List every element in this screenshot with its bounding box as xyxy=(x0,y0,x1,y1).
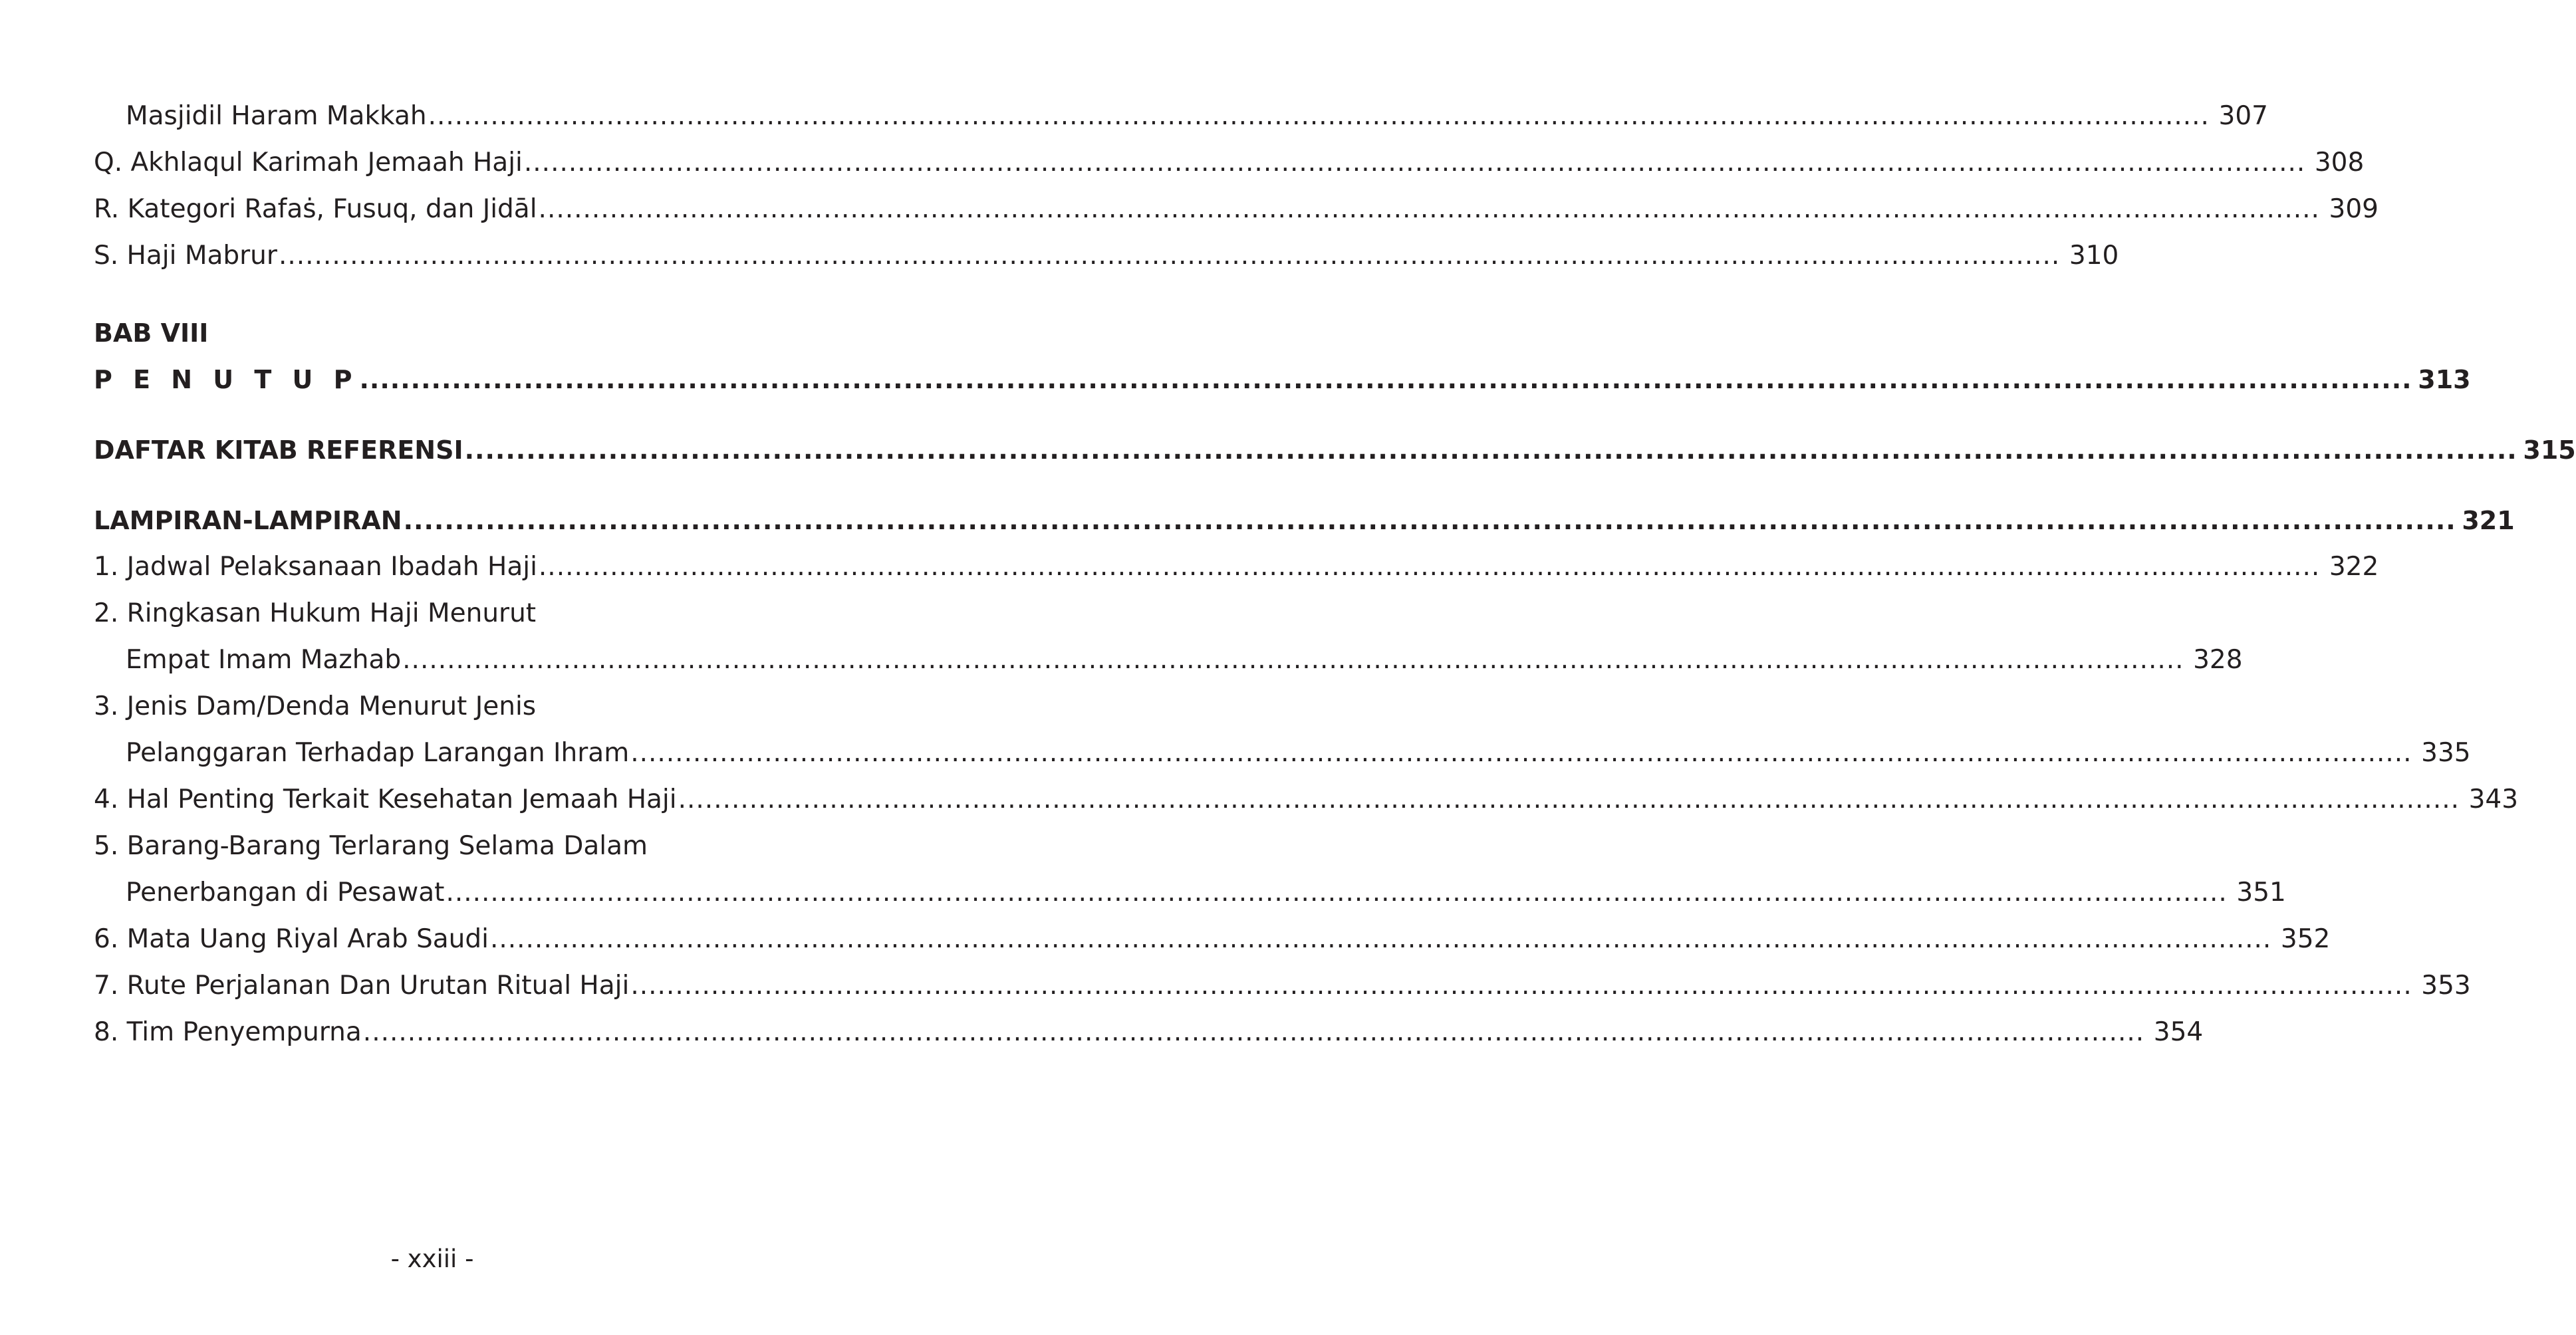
toc-entry-label: 4. Hal Penting Terkait Kesehatan Jemaah Haji xyxy=(94,785,677,814)
toc-entry-label: 1. Jadwal Pelaksanaan Ibadah Haji xyxy=(94,552,537,582)
leader-dots: ........................................................................................................................................................................................................ xyxy=(362,1017,2145,1047)
toc-entry[interactable] xyxy=(94,963,2471,1009)
toc-entry[interactable] xyxy=(94,186,2379,233)
leader-dots: ........................................................................................................................................................................................................ xyxy=(678,785,2460,814)
toc-entry-label: 7. Rute Perjalanan Dan Urutan Ritual Haji xyxy=(94,971,630,1001)
toc-entry[interactable] xyxy=(94,93,2268,140)
toc-entry-label: 3. Jenis Dam/Denda Menurut Jenis xyxy=(94,691,537,721)
toc-entry[interactable] xyxy=(94,777,2519,823)
toc-entry[interactable] xyxy=(94,140,2365,186)
toc-entry-page: 343 xyxy=(2468,785,2519,814)
leader-dots: ........................................................................................................................................................................................................ xyxy=(278,241,2061,271)
leader-dots: ........................................................................................................................................................................................................ xyxy=(523,148,2306,178)
toc-entry-daftar[interactable] xyxy=(94,427,2576,473)
toc-entry-page: 352 xyxy=(2280,924,2331,954)
toc-entry-label: S. Haji Mabrur xyxy=(94,241,277,271)
toc-entry-page: 315 xyxy=(2523,435,2576,465)
toc-group-continued xyxy=(94,93,2379,279)
toc-entry-label: Masjidil Haram Makkah xyxy=(126,101,427,131)
leader-dots: ........................................................................................................................................................................................................ xyxy=(630,971,2412,1001)
toc-entry xyxy=(94,683,751,730)
toc-entry-page: 321 xyxy=(2462,506,2515,535)
toc-entry-page: 307 xyxy=(2218,101,2268,131)
leader-dots: ........................................................................................................................................................................................................ xyxy=(402,645,2184,675)
toc-entry-page: 354 xyxy=(2153,1017,2204,1047)
toc-entry-page: 351 xyxy=(2236,878,2286,908)
toc-entry-page: 310 xyxy=(2069,241,2119,271)
toc-entry-label: Penerbangan di Pesawat xyxy=(126,878,445,908)
toc-entry xyxy=(94,823,751,870)
leader-dots: ........................................................................................................................................................................................................ xyxy=(359,365,2412,394)
leader-dots: ........................................................................................................................................................................................................ xyxy=(538,194,2320,224)
toc-entry-penutup[interactable] xyxy=(94,356,2471,403)
leader-dots: ........................................................................................................................................................................................................ xyxy=(428,101,2210,131)
toc-entry-label: R. Kategori Rafaṡ, Fusuq, dan Jidāl xyxy=(94,194,537,224)
leader-dots: ........................................................................................................................................................................................................ xyxy=(464,435,2517,465)
toc-entry-page: 353 xyxy=(2421,971,2471,1001)
toc-entry-label: LAMPIRAN-LAMPIRAN xyxy=(94,506,402,535)
toc-entry-label: 6. Mata Uang Riyal Arab Saudi xyxy=(94,924,489,954)
toc-entry[interactable] xyxy=(94,730,2471,777)
toc-entry-page: 313 xyxy=(2418,365,2471,394)
toc-entry[interactable] xyxy=(94,870,2286,916)
toc-entry-label: Pelanggaran Terhadap Larangan Ihram xyxy=(126,738,630,768)
toc-entry xyxy=(94,590,751,637)
leader-dots: ........................................................................................................................................................................................................ xyxy=(489,924,2272,954)
toc-entry-label: P E N U T U P xyxy=(94,365,358,394)
chapter-heading-label: BAB VIII xyxy=(94,318,209,348)
toc-entry-label: Empat Imam Mazhab xyxy=(126,645,402,675)
toc-entry[interactable] xyxy=(94,544,2379,590)
toc-entry-page: 328 xyxy=(2193,645,2243,675)
toc-entry-lampiran[interactable] xyxy=(94,497,2515,544)
toc-entry-label: Q. Akhlaqul Karimah Jemaah Haji xyxy=(94,148,523,178)
toc-entry-label: 2. Ringkasan Hukum Haji Menurut xyxy=(94,598,537,628)
page-number: - xxiii - xyxy=(390,1245,474,1273)
toc-entry-label: 5. Barang-Barang Terlarang Selama Dalam xyxy=(94,831,648,861)
toc-entry-page: 335 xyxy=(2421,738,2471,768)
toc-entry[interactable] xyxy=(94,916,2331,963)
toc-entry[interactable] xyxy=(94,233,2119,279)
toc-entry-label: DAFTAR KITAB REFERENSI xyxy=(94,435,463,465)
chapter-heading xyxy=(94,310,751,356)
toc-group-lampiran xyxy=(94,544,2519,1056)
leader-dots: ........................................................................................................................................................................................................ xyxy=(630,738,2412,768)
toc-entry-page: 308 xyxy=(2314,148,2365,178)
toc-entry[interactable] xyxy=(94,637,2243,683)
toc-entry-page: 309 xyxy=(2329,194,2379,224)
leader-dots: ........................................................................................................................................................................................................ xyxy=(403,506,2456,535)
toc-entry-page: 322 xyxy=(2329,552,2379,582)
toc-entry-label: 8. Tim Penyempurna xyxy=(94,1017,362,1047)
toc-entry[interactable] xyxy=(94,1009,2204,1056)
leader-dots: ........................................................................................................................................................................................................ xyxy=(446,878,2228,908)
leader-dots: ........................................................................................................................................................................................................ xyxy=(538,552,2321,582)
table-of-contents xyxy=(94,93,2576,1056)
